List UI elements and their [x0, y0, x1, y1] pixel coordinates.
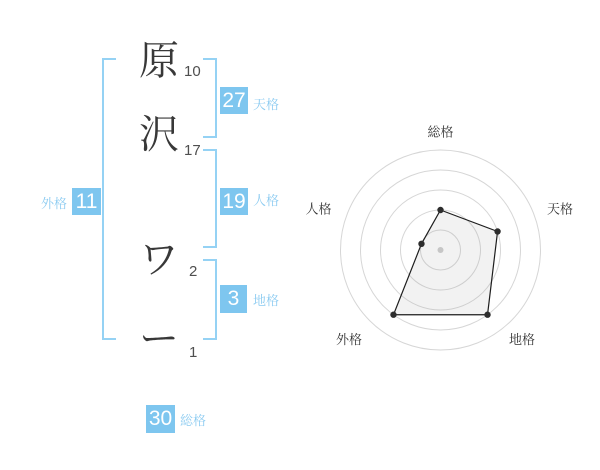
tenkaku-score-badge: 27	[220, 87, 248, 114]
jinkaku-score-badge: 19	[220, 188, 248, 215]
gaikaku-label: 外格	[40, 196, 67, 211]
name-char-1-strokes: 10	[184, 63, 201, 80]
radar-axis-label: 人格	[305, 201, 332, 217]
gaikaku-score-badge: 11	[72, 188, 101, 215]
radar-data-point	[494, 228, 500, 234]
name-char-3-strokes: 2	[189, 263, 198, 280]
radar-data-point	[437, 207, 443, 213]
name-char-2-strokes: 17	[184, 142, 201, 159]
soukaku-label: 総格	[180, 413, 207, 428]
jinkaku-label: 人格	[253, 193, 280, 208]
name-char-1: 原	[139, 39, 179, 83]
radar-axis-label: 地格	[508, 332, 536, 347]
name-char-3: ワ	[139, 238, 179, 282]
tenkaku-label: 天格	[253, 97, 280, 112]
radar-axis-label: 外格	[335, 332, 363, 347]
radar-center-dot	[438, 247, 444, 253]
radar-data-point	[390, 312, 396, 318]
radar-data-point	[418, 241, 424, 247]
chikaku-label: 地格	[253, 293, 280, 308]
soukaku-score-badge: 30	[146, 405, 175, 433]
radar-data-point	[484, 312, 490, 318]
radar-axis-label: 総格	[427, 124, 454, 140]
name-char-4: ー	[139, 317, 179, 361]
name-char-2: 沢	[139, 113, 179, 157]
name-char-4-strokes: 1	[189, 344, 198, 361]
chikaku-score-badge: 3	[220, 285, 247, 313]
radar-axis-label: 天格	[546, 201, 574, 217]
